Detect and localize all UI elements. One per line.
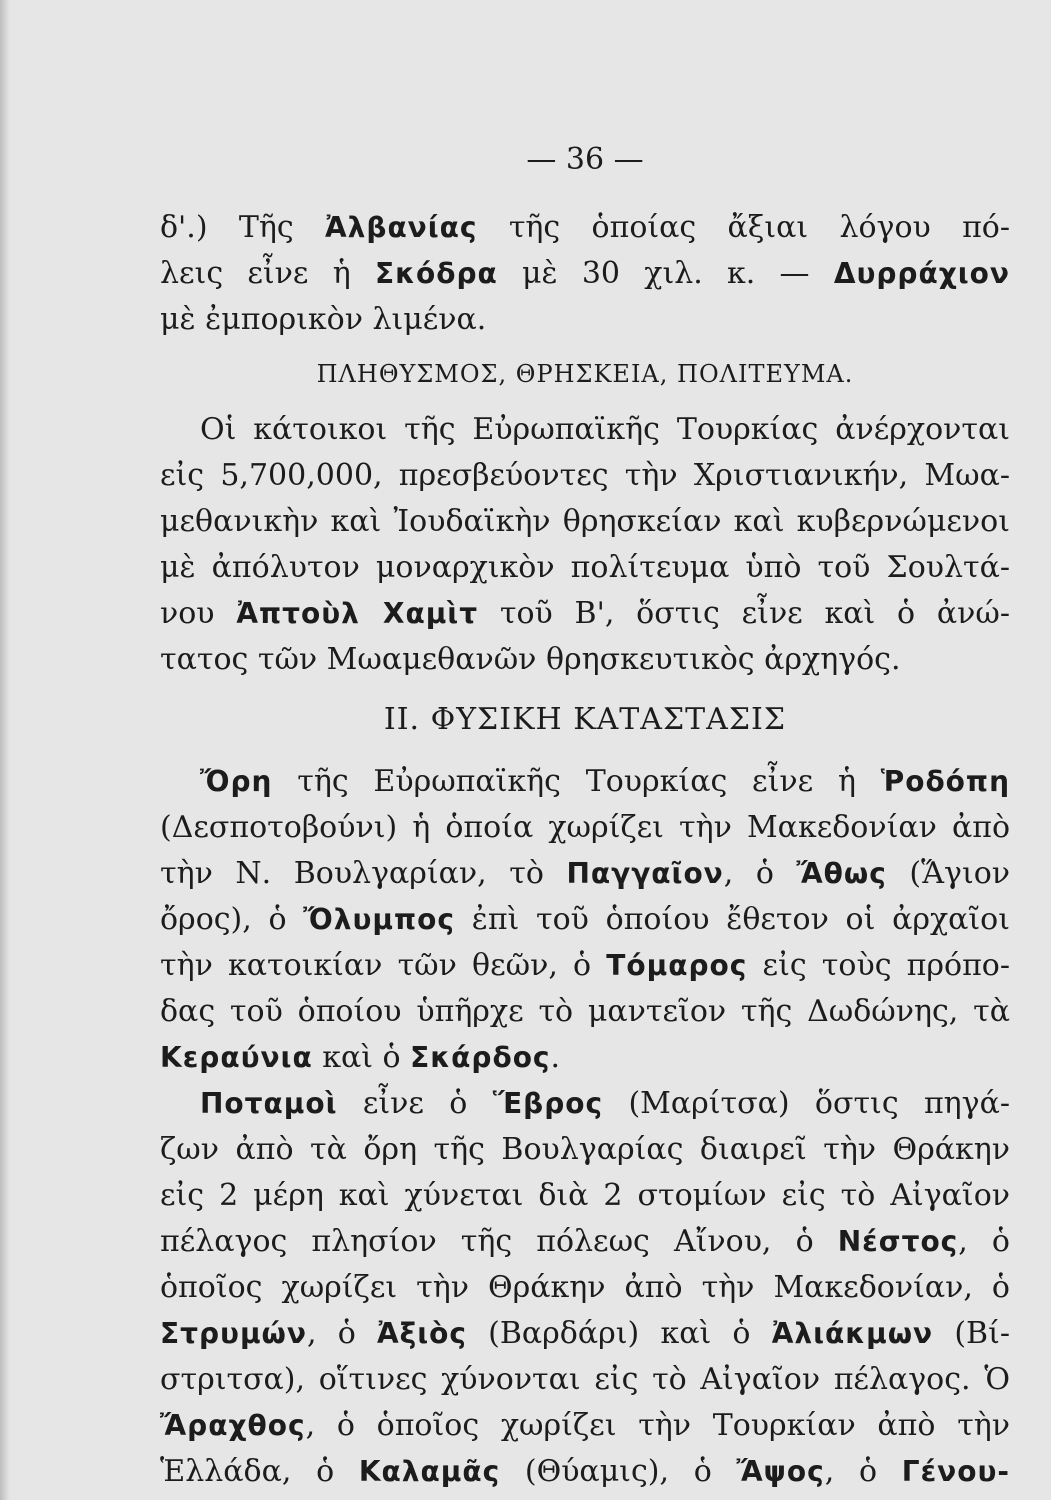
population-line-5: νου Ἀπτοὺλ Χαμὶτ τοῦ Β', ὅστις εἶνε καὶ ὁ ἀνώ- [160, 596, 1010, 631]
mountains-line-4: ὄρος), ὁ Ὄλυμπος ἐπὶ τοῦ ὁποίου ἔθετον οἱ ἀρχαῖοι [160, 902, 1010, 937]
mountains-line-5: τὴν κατοικίαν τῶν θεῶν, ὁ Τόμαρος εἰς τοὺς πρόπο- [160, 948, 1010, 983]
heading-population: ΠΛΗΘΥΣΜΟΣ, ΘΡΗΣΚΕΙΑ, ΠΟΛΙΤΕΥΜΑ. [316, 360, 854, 388]
mountains-line-1: Ὄρη τῆς Εὐρωπαϊκῆς Τουρκίας εἶνε ἡ Ῥοδόπη [200, 764, 1010, 799]
rivers-line-6: Στρυμών, ὁ Ἀξιὸς (Βαρδάρι) καὶ ὁ Ἀλιάκμων (Βί- [160, 1316, 1010, 1351]
albania-line-3: μὲ ἐμπορικὸν λιμένα. [160, 302, 487, 337]
albania-line-2: λεις εἶνε ἡ Σκόδρα μὲ 30 χιλ. κ. — Δυρράχιον [160, 256, 1010, 291]
rivers-line-4: πέλαγος πλησίον τῆς πόλεως Αἴνου, ὁ Νέστος, ὁ [160, 1224, 1010, 1259]
population-line-3: μεθανικὴν καὶ Ἰουδαϊκὴν θρησκείαν καὶ κυβερνώμενοι [160, 504, 1010, 539]
page-edge-shadow [0, 0, 10, 1500]
mountains-line-6: δας τοῦ ὁποίου ὑπῆρχε τὸ μαντεῖον τῆς Δωδώνης, τὰ [160, 994, 1010, 1029]
rivers-line-7: στριτσα), οἵτινες χύνονται εἰς τὸ Αἰγαῖον πέλαγος. Ὁ [160, 1362, 1010, 1397]
page-number: — 36 — [526, 142, 644, 177]
rivers-line-8: Ἄραχθος, ὁ ὁποῖος χωρίζει τὴν Τουρκίαν ἀπὸ τὴν [160, 1408, 1010, 1443]
population-line-6: τατος τῶν Μωαμεθανῶν θρησκευτικὸς ἀρχηγός. [160, 642, 901, 677]
mountains-line-3: τὴν Ν. Βουλγαρίαν, τὸ Παγγαῖον, ὁ Ἄθως (Ἅγιον [160, 856, 1011, 891]
population-line-2: εἰς 5,700,000, πρεσβεύοντες τὴν Χριστιανικήν, Μωα- [160, 458, 1010, 493]
heading-physical: ΙΙ. ΦΥΣΙΚΗ ΚΑΤΑΣΤΑΣΙΣ [383, 702, 787, 737]
rivers-line-5: ὁποῖος χωρίζει τὴν Θράκην ἀπὸ τὴν Μακεδονίαν, ὁ [160, 1270, 1010, 1305]
mountains-line-2: (Δεσποτοβούνι) ἡ ὁποία χωρίζει τὴν Μακεδονίαν ἀπὸ [160, 810, 1010, 845]
population-line-4: μὲ ἀπόλυτον μοναρχικὸν πολίτευμα ὑπὸ τοῦ Σουλτά- [160, 550, 1010, 585]
rivers-line-1: Ποταμοὶ εἶνε ὁ Ἕβρος (Μαρίτσα) ὅστις πηγά- [200, 1086, 1010, 1121]
rivers-line-3: εἰς 2 μέρη καὶ χύνεται διὰ 2 στομίων εἰς τὸ Αἰγαῖον [160, 1178, 1010, 1213]
albania-line-1: δ'.) Τῆς Ἀλβανίας τῆς ὁποίας ἄξιαι λόγου πό- [160, 210, 1010, 245]
rivers-line-9: Ἑλλάδα, ὁ Καλαμᾶς (Θύαμις), ὁ Ἄψος, ὁ Γένου- [160, 1454, 1010, 1489]
mountains-line-7: Κεραύνια καὶ ὁ Σκάρδος. [160, 1040, 561, 1075]
rivers-line-2: ζων ἀπὸ τὰ ὄρη τῆς Βουλγαρίας διαιρεῖ τὴν Θράκην [160, 1132, 1010, 1167]
population-line-1: Οἱ κάτοικοι τῆς Εὐρωπαϊκῆς Τουρκίας ἀνέρχονται [200, 412, 1010, 447]
